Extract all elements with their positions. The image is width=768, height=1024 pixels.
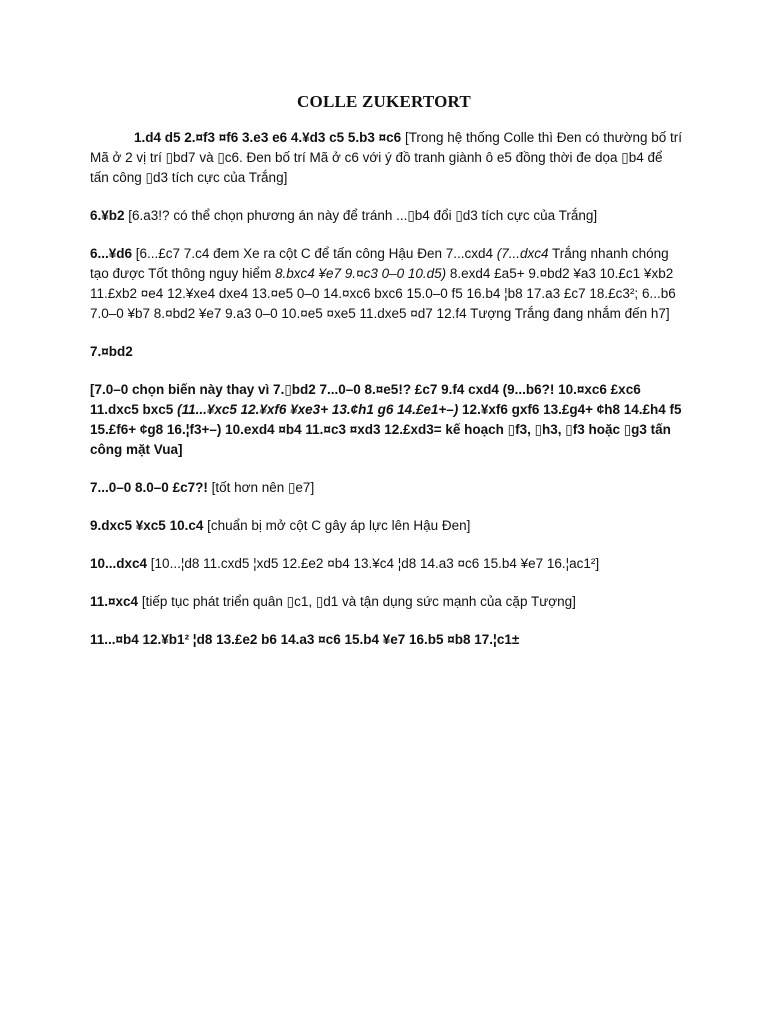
paragraph xyxy=(90,380,682,460)
annotation-text: [Trong hệ thống Colle thì Đen có thường bố trí Mã ở 2 vị trí ▯bd7 và ▯c6. Đen bố trí Mã ở c6 với ý đồ tranh giành ô e5 đồng thời đe dọa ▯b4 để tấn công ▯d3 tích cực của Trắng] xyxy=(90,130,682,185)
paragraph xyxy=(90,516,682,536)
annotation-text: [6...£c7 7.c4 đem Xe ra cột C để tấn công Hậu Đen 7...cxd4 xyxy=(132,246,497,261)
move-text: 1.d4 d5 2.¤f3 ¤f6 3.e3 e6 4.¥d3 c5 5.b3 ¤c6 xyxy=(134,130,402,145)
annotation-text: [tiếp tục phát triển quân ▯c1, ▯d1 và tận dụng sức mạnh của cặp Tượng] xyxy=(138,594,576,609)
document-body xyxy=(90,128,682,668)
move-text: 12.¥xf6 gxf6 13.£g4+ ¢h8 14.£h4 f5 15.£f6+ ¢g8 16.¦f3+–) 10.exd4 ¤b4 11.¤c3 ¤xd3 12.£xd3= kế hoạch ▯f3, ▯h3, ▯f3 hoặc ▯g3 tấn công mặt Vua] xyxy=(90,402,682,457)
move-text: [7.0–0 chọn biến này thay vì 7.▯bd2 7...0–0 8.¤e5!? £c7 9.f4 cxd4 (9...b6?! 10.¤xc6 £xc6 11.dxc5 bxc5 xyxy=(90,382,641,417)
move-text: 9.dxc5 ¥xc5 10.c4 xyxy=(90,518,204,533)
paragraph xyxy=(90,206,682,226)
paragraph xyxy=(90,592,682,612)
move-text: 6.¥b2 xyxy=(90,208,125,223)
annotation-text: [10...¦d8 11.cxd5 ¦xd5 12.£e2 ¤b4 13.¥c4 ¦d8 14.a3 ¤c6 15.b4 ¥e7 16.¦ac1²] xyxy=(147,556,600,571)
annotation-text: [chuẩn bị mở cột C gây áp lực lên Hậu Đen] xyxy=(203,518,471,533)
annotation-text: Trắng nhanh chóng tạo được Tốt thông nguy hiểm xyxy=(90,246,669,281)
annotation-text: 8.bxc4 ¥e7 9.¤c3 0–0 10.d5) xyxy=(275,266,447,281)
annotation-text: 8.exd4 £a5+ 9.¤bd2 ¥a3 10.£c1 ¥xb2 11.£xb2 ¤e4 12.¥xe4 dxe4 13.¤e5 0–0 14.¤xc6 bxc6 15.0–0 f5 16.b4 ¦b8 17.a3 £c7 18.£c3²; 6...b6 7.0–0 ¥b7 8.¤bd2 ¥e7 9.a3 0–0 10.¤e5 ¤xe5 11.dxe5 ¤d7 12.f4 Tượng Trắng đang nhắm đến h7] xyxy=(90,266,676,321)
move-text: 11...¤b4 12.¥b1² ¦d8 13.£e2 b6 14.a3 ¤c6 15.b4 ¥e7 16.b5 ¤b8 17.¦c1± xyxy=(90,632,520,647)
annotation-text: [6.a3!? có thể chọn phương án này để tránh ...▯b4 đổi ▯d3 tích cực của Trắng] xyxy=(124,208,598,223)
move-text: 7.¤bd2 xyxy=(90,344,133,359)
move-text: 6...¥d6 xyxy=(90,246,133,261)
paragraph xyxy=(90,128,682,188)
move-text: (11...¥xc5 12.¥xf6 ¥xe3+ 13.¢h1 g6 14.£e1+–) xyxy=(177,402,459,417)
paragraph xyxy=(90,478,682,498)
paragraph xyxy=(90,630,682,650)
move-text: 10...dxc4 xyxy=(90,556,148,571)
document-title: COLLE ZUKERTORT xyxy=(297,92,471,111)
annotation-text: [tốt hơn nên ▯e7] xyxy=(207,480,315,495)
paragraph xyxy=(90,342,682,362)
move-text: 11.¤xc4 xyxy=(90,594,139,609)
paragraph xyxy=(90,554,682,574)
move-text: 7...0–0 8.0–0 £c7?! xyxy=(90,480,208,495)
annotation-text: (7...dxc4 xyxy=(496,246,549,261)
paragraph xyxy=(90,244,682,324)
